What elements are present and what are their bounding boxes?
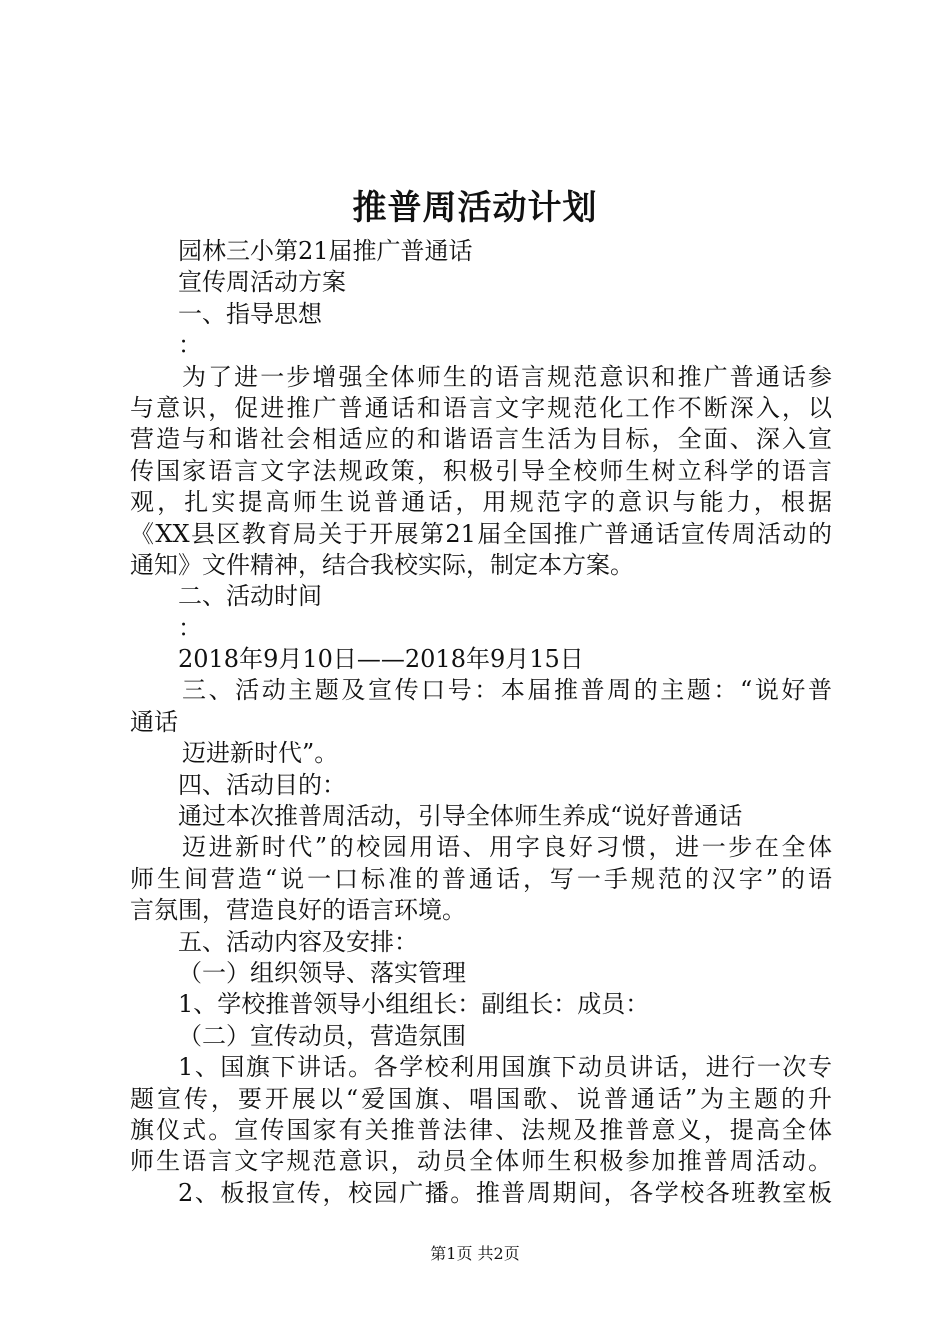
text-line: （二）宣传动员，营造氛围 — [178, 1021, 466, 1050]
text-line: 迈进新时代”。 — [182, 739, 339, 768]
text-line: （一）组织领导、落实管理 — [178, 958, 466, 987]
text-line: 通知》文件精神，结合我校实际，制定本方案。 — [130, 550, 634, 579]
page-footer: 第1页 共2页 — [430, 1244, 520, 1263]
text-line: 四、活动目的： — [178, 770, 346, 799]
text-line: 为了进一步增强全体师生的语言规范意识和推广普通话参 — [182, 362, 832, 391]
text-line: 与意识，促进推广普通话和语言文字规范化工作不断深入，以 — [130, 393, 832, 422]
text-line: 言氛围，营造良好的语言环境。 — [130, 896, 466, 925]
text-line: ： — [178, 613, 202, 642]
text-line: 通过本次推普周活动，引导全体师生养成“说好普通话 — [178, 802, 743, 831]
text-line: 观，扎实提高师生说普通话，用规范字的意识与能力，根据 — [130, 488, 832, 517]
text-line: 五、活动内容及安排： — [178, 927, 418, 956]
text-line: 2、板报宣传，校园广播。推普周期间，各学校各班教室板 — [178, 1178, 832, 1207]
text-line: 二、活动时间 — [178, 582, 322, 611]
text-line: 1、学校推普领导小组组长：副组长：成员： — [178, 990, 650, 1019]
text-line: 传国家语言文字法规政策，积极引导全校师生树立科学的语言 — [130, 456, 832, 485]
text-line: 宣传周活动方案 — [178, 268, 346, 297]
text-line: 1、国旗下讲话。各学校利用国旗下动员讲话，进行一次专 — [178, 1053, 832, 1082]
text-line: 三、活动主题及宣传口号：本届推普周的主题：“说好普 — [182, 676, 832, 705]
text-line: 题宣传，要开展以“爱国旗、唱国歌、说普通话”为主题的升 — [130, 1084, 832, 1113]
text-line: ： — [178, 331, 202, 360]
text-line: 师生间营造“说一口标准的普通话，写一手规范的汉字”的语 — [130, 864, 832, 893]
text-line: 迈进新时代”的校园用语、用字良好习惯，进一步在全体 — [182, 833, 832, 862]
text-line: 旗仪式。宣传国家有关推普法律、法规及推普意义，提高全体 — [130, 1115, 832, 1144]
text-line: 营造与和谐社会相适应的和谐语言生活为目标，全面、深入宣 — [130, 425, 832, 454]
text-line: 通话 — [130, 707, 178, 736]
text-line: 一、指导思想 — [178, 299, 322, 328]
text-line: 师生语言文字规范意识，动员全体师生积极参加推普周活动。 — [130, 1147, 832, 1176]
text-line: 《XX县区教育局关于开展第21届全国推广普通话宣传周活动的 — [130, 519, 832, 548]
page-title: 推普周活动计划 — [352, 188, 598, 228]
text-line: 2018年9月10日——2018年9月15日 — [178, 645, 584, 674]
document-body — [130, 236, 832, 1209]
text-line: 园林三小第21届推广普通话 — [178, 237, 473, 265]
